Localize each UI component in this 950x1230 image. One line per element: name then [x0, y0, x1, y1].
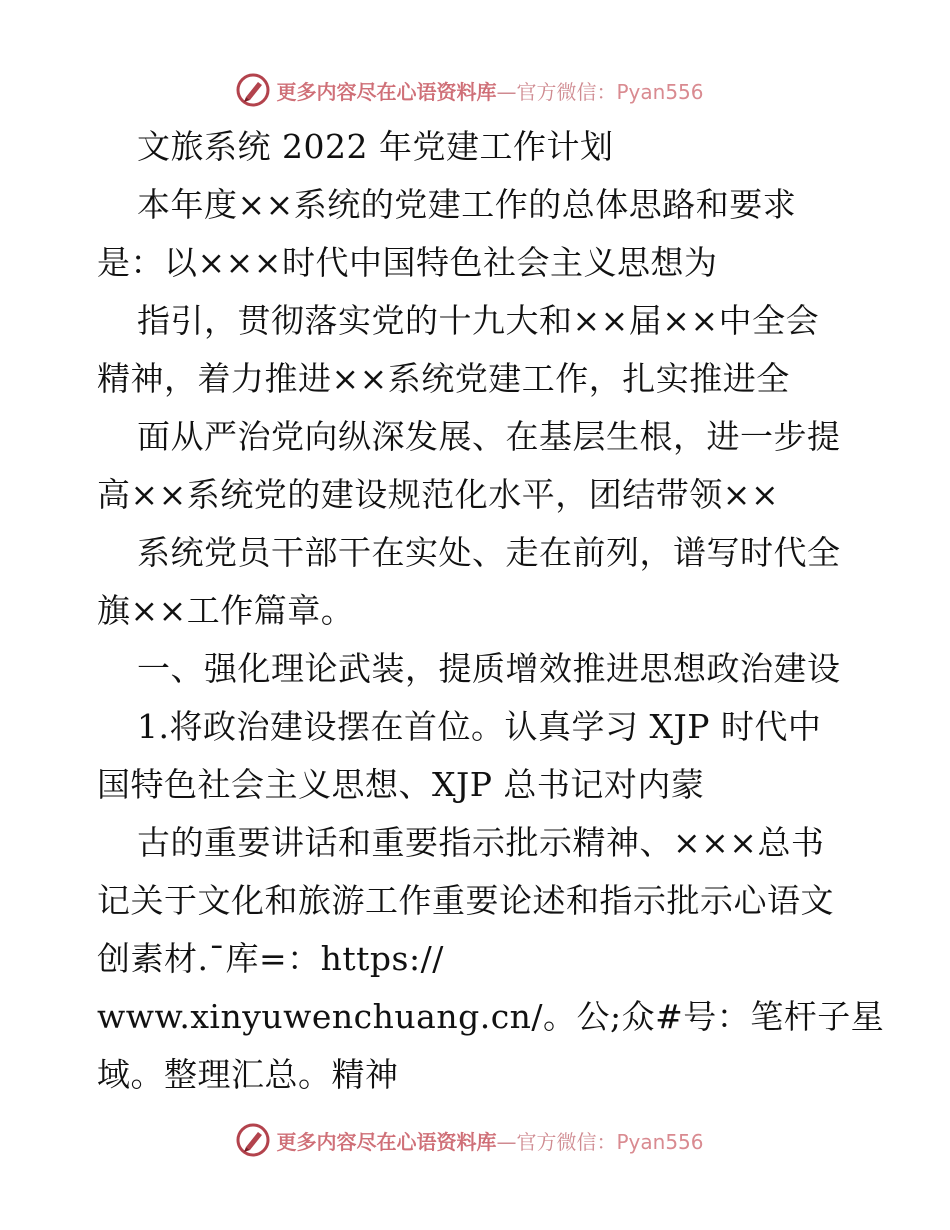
watermark-header — [0, 70, 950, 110]
paragraph-line: 域。整理汇总。精神 — [97, 1055, 399, 1094]
paragraph-line: 系统党员干部干在实处、走在前列，谱写时代全 — [137, 533, 841, 572]
paragraph-line: 面从严治党向纵深发展、在基层生根，进一步提 — [137, 417, 841, 456]
paragraph-line: 指引，贯彻落实党的十九大和××届××中全会 — [137, 301, 820, 340]
paragraph-line: www.xinyuwenchuang.cn/。公;众#号：笔杆子星 — [97, 997, 885, 1036]
section-heading: 一、强化理论武装，提质增效推进思想政治建设 — [137, 649, 841, 688]
paragraph-line: 1.将政治建设摆在首位。认真学习 XJP 时代中 — [137, 707, 822, 746]
paragraph-line: 本年度××系统的党建工作的总体思路和要求 — [137, 185, 797, 224]
watermark-wechat-id: Pyan556 — [616, 79, 704, 104]
watermark-wechat-id: Pyan556 — [616, 1129, 704, 1154]
paragraph-line: 国特色社会主义思想、XJP 总书记对内蒙 — [97, 765, 705, 804]
document-title: 文旅系统 2022 年党建工作计划 — [137, 127, 614, 166]
paragraph-line: 记关于文化和旅游工作重要论述和指示批示心语文 — [97, 881, 834, 920]
watermark-separator: — — [496, 1129, 517, 1154]
watermark-group — [236, 73, 703, 107]
paragraph-line: 古的重要讲话和重要指示批示精神、×××总书 — [137, 823, 825, 862]
document-body — [97, 118, 885, 1104]
watermark-separator: — — [496, 79, 517, 104]
watermark-main-text: 更多内容尽在心语资料库 — [276, 79, 497, 104]
paragraph-line: 精神，着力推进××系统党建工作，扎实推进全 — [97, 359, 790, 398]
paragraph-line: 是：以×××时代中国特色社会主义思想为 — [97, 243, 718, 282]
paragraph-line: 旗××工作篇章。 — [97, 591, 355, 630]
watermark-label: 官方微信： — [516, 79, 617, 104]
watermark-footer — [0, 1120, 950, 1160]
watermark-label: 官方微信： — [516, 1129, 617, 1154]
paragraph-line: 高××系统党的建设规范化水平，团结带领×× — [97, 475, 780, 514]
watermark-main-text: 更多内容尽在心语资料库 — [276, 1129, 497, 1154]
watermark-group — [236, 1123, 703, 1157]
pen-logo-icon — [236, 73, 270, 107]
pen-logo-icon — [236, 1123, 270, 1157]
paragraph-line: 创素材.¯库=：https:// — [97, 939, 444, 978]
